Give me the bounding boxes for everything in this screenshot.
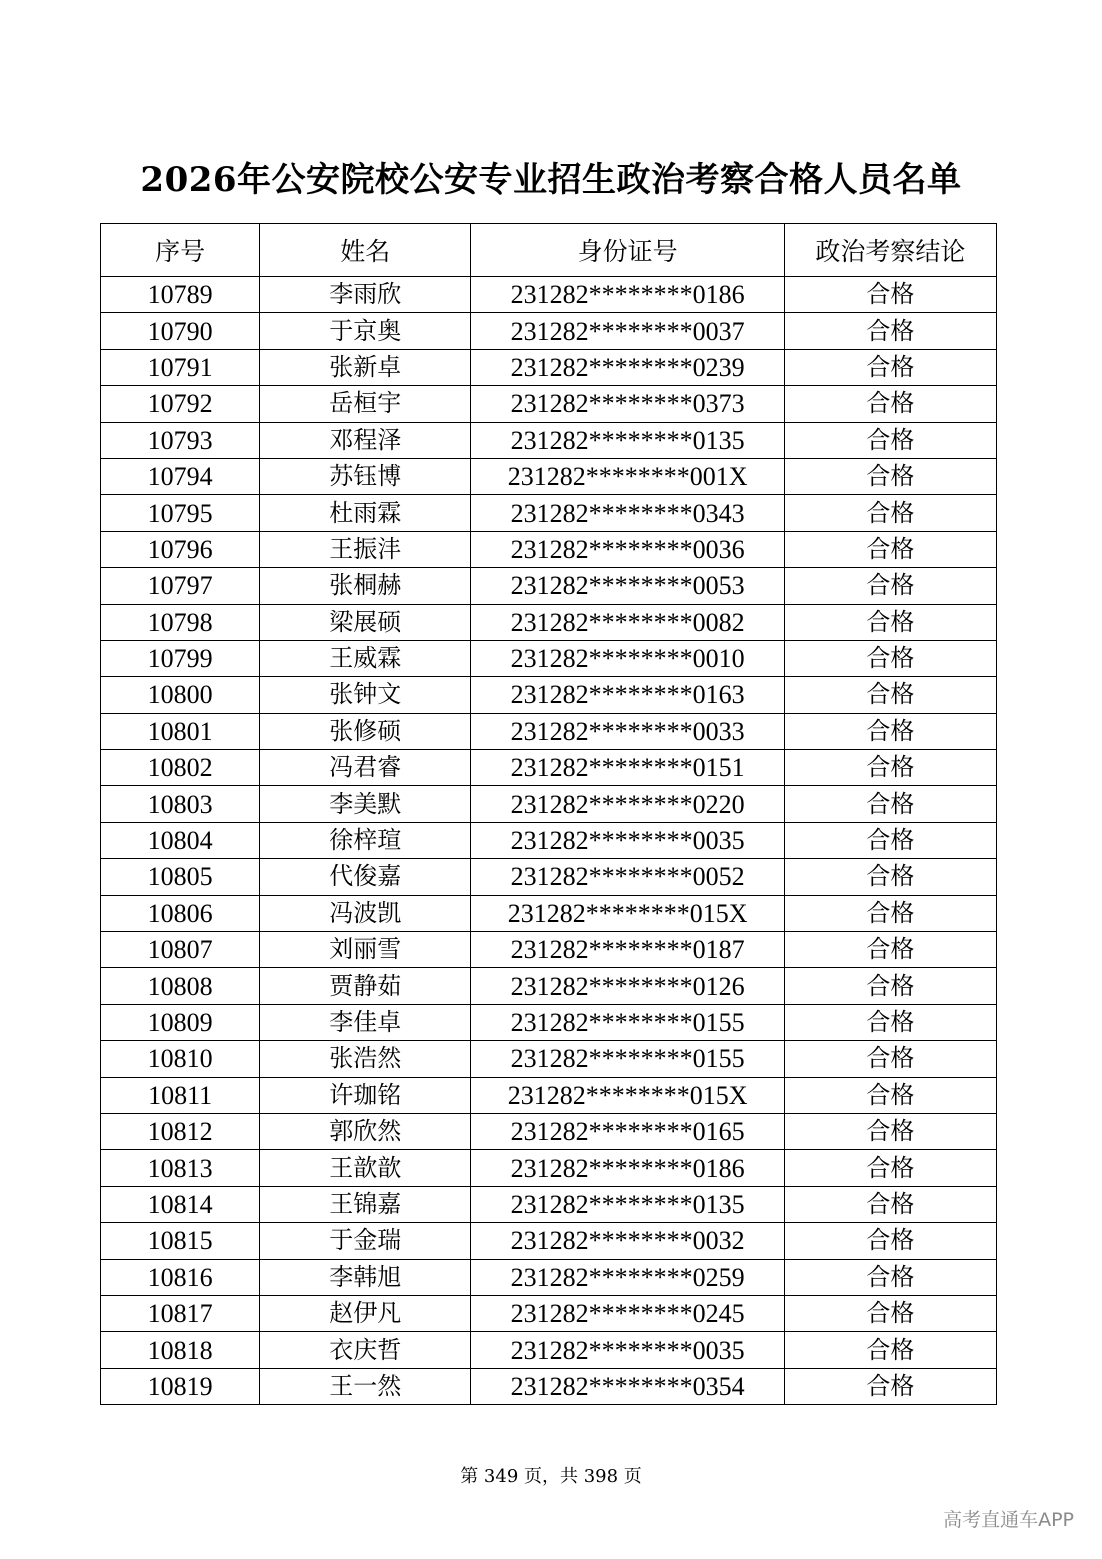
table-row [101,1223,997,1259]
row-name: 赵伊凡 [260,1295,471,1331]
row-id-number: 231282********0245 [471,1295,784,1331]
row-name: 许珈铭 [260,1077,471,1113]
row-result: 合格 [784,495,996,531]
row-name: 王锦嘉 [260,1186,471,1222]
row-seq: 10805 [101,859,260,895]
table-row [101,1295,997,1331]
table-row [101,313,997,349]
row-result: 合格 [784,422,996,458]
row-id-number: 231282********0032 [471,1223,784,1259]
row-name: 王一然 [260,1368,471,1404]
table-row [101,604,997,640]
row-name: 张修硕 [260,713,471,749]
roster-table [100,223,997,1405]
row-name: 王威霖 [260,640,471,676]
row-name: 杜雨霖 [260,495,471,531]
row-name: 李韩旭 [260,1259,471,1295]
row-name: 张新卓 [260,349,471,385]
row-name: 于京奥 [260,313,471,349]
row-seq: 10801 [101,713,260,749]
row-result: 合格 [784,1041,996,1077]
row-result: 合格 [784,1004,996,1040]
row-id-number: 231282********0126 [471,968,784,1004]
header-id-number: 身份证号 [471,224,784,277]
page-number: 第 349 页，共 398 页 [460,1466,642,1487]
header-result: 政治考察结论 [784,224,996,277]
table-row [101,750,997,786]
row-name: 梁展硕 [260,604,471,640]
row-seq: 10798 [101,604,260,640]
row-seq: 10797 [101,568,260,604]
row-id-number: 231282********0053 [471,568,784,604]
table-row [101,1186,997,1222]
row-seq: 10809 [101,1004,260,1040]
row-id-number: 231282********0035 [471,1332,784,1368]
row-seq: 10796 [101,531,260,567]
row-seq: 10803 [101,786,260,822]
row-result: 合格 [784,677,996,713]
row-seq: 10811 [101,1077,260,1113]
table-row [101,277,997,313]
row-result: 合格 [784,386,996,422]
table-row [101,422,997,458]
row-result: 合格 [784,313,996,349]
row-seq: 10813 [101,1150,260,1186]
row-result: 合格 [784,277,996,313]
row-seq: 10800 [101,677,260,713]
table-row [101,932,997,968]
row-result: 合格 [784,1259,996,1295]
row-name: 张桐赫 [260,568,471,604]
table-row [101,1113,997,1149]
table-row [101,1041,997,1077]
row-id-number: 231282********0343 [471,495,784,531]
row-id-number: 231282********0373 [471,386,784,422]
row-result: 合格 [784,458,996,494]
row-id-number: 231282********0135 [471,1186,784,1222]
row-name: 冯君睿 [260,750,471,786]
row-result: 合格 [784,968,996,1004]
row-id-number: 231282********0259 [471,1259,784,1295]
row-seq: 10795 [101,495,260,531]
table-row [101,568,997,604]
row-name: 冯波凯 [260,895,471,931]
row-id-number: 231282********015X [471,1077,784,1113]
table-row [101,640,997,676]
row-id-number: 231282********0135 [471,422,784,458]
row-id-number: 231282********0037 [471,313,784,349]
table-row [101,822,997,858]
page-title: 2026年公安院校公安专业招生政治考察合格人员名单 [140,160,962,200]
row-name: 张钟文 [260,677,471,713]
row-seq: 10794 [101,458,260,494]
row-id-number: 231282********0187 [471,932,784,968]
row-name: 衣庆哲 [260,1332,471,1368]
row-name: 贾静茹 [260,968,471,1004]
table-row [101,1004,997,1040]
table-row [101,1368,997,1404]
row-seq: 10814 [101,1186,260,1222]
row-result: 合格 [784,568,996,604]
row-name: 代俊嘉 [260,859,471,895]
row-result: 合格 [784,1223,996,1259]
row-id-number: 231282********0035 [471,822,784,858]
table-row [101,713,997,749]
table-row [101,786,997,822]
header-name: 姓名 [260,224,471,277]
table-body [101,277,997,1405]
row-name: 李美默 [260,786,471,822]
row-seq: 10812 [101,1113,260,1149]
table-row [101,495,997,531]
row-seq: 10806 [101,895,260,931]
row-name: 王歆歆 [260,1150,471,1186]
row-result: 合格 [784,349,996,385]
row-result: 合格 [784,786,996,822]
row-seq: 10808 [101,968,260,1004]
row-result: 合格 [784,1186,996,1222]
table-row [101,1259,997,1295]
row-seq: 10819 [101,1368,260,1404]
row-name: 岳桓宇 [260,386,471,422]
row-seq: 10799 [101,640,260,676]
row-id-number: 231282********0354 [471,1368,784,1404]
table-header-row [101,224,997,277]
row-id-number: 231282********0082 [471,604,784,640]
row-seq: 10790 [101,313,260,349]
row-seq: 10802 [101,750,260,786]
table-row [101,1150,997,1186]
table-row [101,968,997,1004]
table-row [101,349,997,385]
row-seq: 10815 [101,1223,260,1259]
table-row [101,531,997,567]
row-id-number: 231282********0036 [471,531,784,567]
row-result: 合格 [784,531,996,567]
row-id-number: 231282********0052 [471,859,784,895]
watermark: 高考直通车APP [943,1509,1074,1531]
row-result: 合格 [784,604,996,640]
row-name: 刘丽雪 [260,932,471,968]
table-row [101,1332,997,1368]
row-seq: 10817 [101,1295,260,1331]
row-seq: 10791 [101,349,260,385]
row-result: 合格 [784,1295,996,1331]
row-result: 合格 [784,1113,996,1149]
row-seq: 10810 [101,1041,260,1077]
row-result: 合格 [784,1368,996,1404]
row-result: 合格 [784,1150,996,1186]
row-seq: 10818 [101,1332,260,1368]
row-seq: 10807 [101,932,260,968]
table-row [101,859,997,895]
row-id-number: 231282********0155 [471,1004,784,1040]
row-name: 王振沣 [260,531,471,567]
table-row [101,677,997,713]
row-name: 苏钰博 [260,458,471,494]
row-result: 合格 [784,822,996,858]
row-seq: 10804 [101,822,260,858]
row-id-number: 231282********0186 [471,277,784,313]
row-result: 合格 [784,932,996,968]
row-seq: 10816 [101,1259,260,1295]
row-result: 合格 [784,859,996,895]
row-id-number: 231282********0163 [471,677,784,713]
row-name: 徐梓瑄 [260,822,471,858]
row-id-number: 231282********0151 [471,750,784,786]
row-name: 张浩然 [260,1041,471,1077]
row-id-number: 231282********0165 [471,1113,784,1149]
row-result: 合格 [784,1077,996,1113]
row-id-number: 231282********0033 [471,713,784,749]
row-result: 合格 [784,895,996,931]
row-name: 郭欣然 [260,1113,471,1149]
table-row [101,1077,997,1113]
row-id-number: 231282********0239 [471,349,784,385]
table-row [101,386,997,422]
row-id-number: 231282********0220 [471,786,784,822]
row-id-number: 231282********0186 [471,1150,784,1186]
row-seq: 10792 [101,386,260,422]
row-id-number: 231282********015X [471,895,784,931]
row-seq: 10793 [101,422,260,458]
row-name: 于金瑞 [260,1223,471,1259]
table-row [101,895,997,931]
row-result: 合格 [784,713,996,749]
row-result: 合格 [784,750,996,786]
row-id-number: 231282********001X [471,458,784,494]
row-name: 李雨欣 [260,277,471,313]
table-row [101,458,997,494]
row-id-number: 231282********0010 [471,640,784,676]
row-result: 合格 [784,1332,996,1368]
row-id-number: 231282********0155 [471,1041,784,1077]
row-result: 合格 [784,640,996,676]
row-name: 李佳卓 [260,1004,471,1040]
header-seq: 序号 [101,224,260,277]
row-name: 邓程泽 [260,422,471,458]
row-seq: 10789 [101,277,260,313]
